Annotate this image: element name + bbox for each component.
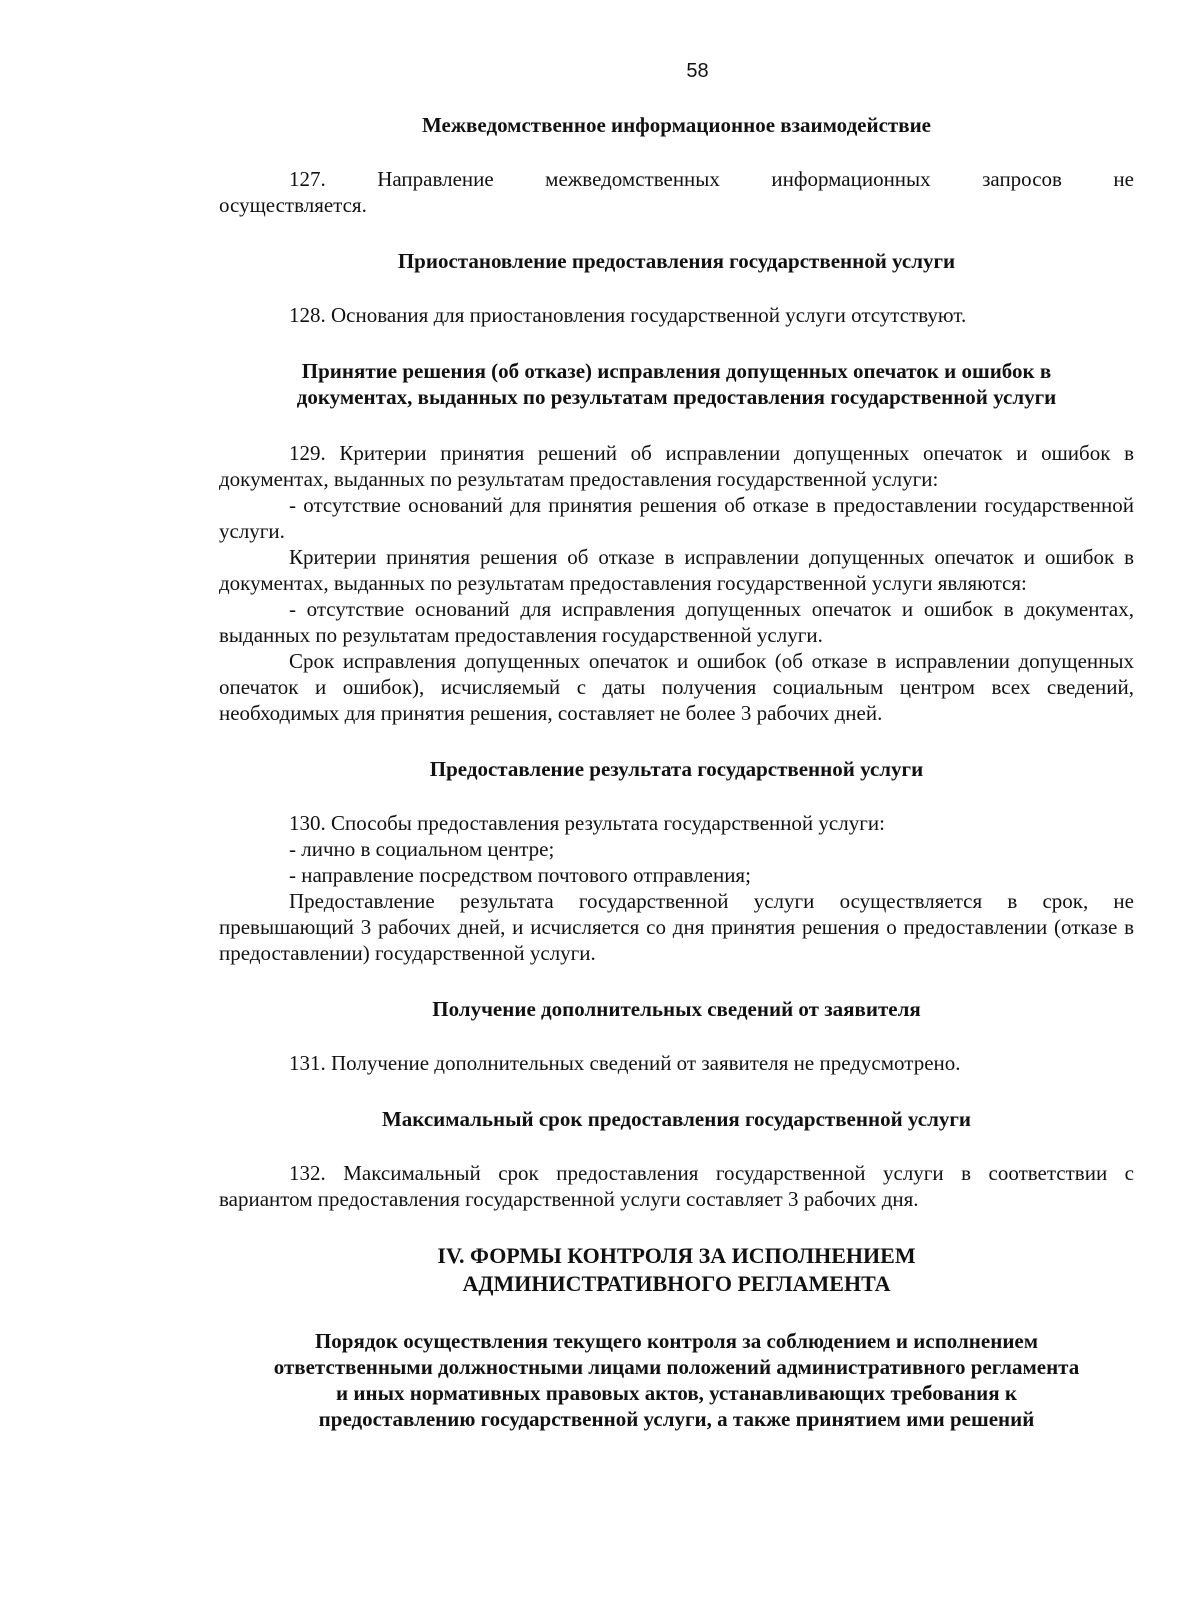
section-iv-title-line1: IV. ФОРМЫ КОНТРОЛЯ ЗА ИСПОЛНЕНИЕМ [437,1243,916,1268]
p127-word: 127. [289,167,326,191]
heading-corrections-line1: Принятие решения (об отказе) исправления допущенных опечаток и ошибок в [301,359,1052,383]
paragraph-129-item1: - отсутствие оснований для принятия решения об отказе в предоставлении государственной услуги. [219,493,1134,543]
p127-word: не [1113,167,1134,191]
paragraph-128: 128. Основания для приостановления государственной услуги отсутствуют. [289,303,967,327]
heading-control-line2: ответственными должностными лицами положений административного регламента [273,1355,1080,1379]
heading-result: Предоставление результата государственной услуги [429,757,924,781]
heading-control-line3: и иных нормативных правовых актов, устанавливающих требования к [336,1381,1017,1405]
section-iv-title-line2: АДМИНИСТРАТИВНОГО РЕГЛАМЕНТА [462,1271,891,1296]
paragraph-130-item1: - лично в социальном центре; [289,837,555,861]
paragraph-129: 129. Критерии принятия решений об исправлении допущенных опечаток и ошибок в документах, выданных по результатам предоставления государственной услуги: [219,441,1134,491]
heading-additional-info: Получение дополнительных сведений от заявителя [432,997,921,1021]
paragraph-132: 132. Максимальный срок предоставления государственной услуги в соответствии с вариантом предоставления государственной услуги составляет 3 рабочих дня. [219,1161,1134,1211]
p127-word: информационных [771,167,931,191]
p127-word: Направление [377,167,494,191]
heading-corrections-line2: документах, выданных по результатам предоставления государственной услуги [296,385,1057,409]
paragraph-130-item2: - направление посредством почтового отправления; [289,863,751,887]
paragraph-127-line1 [219,166,1134,192]
paragraph-131: 131. Получение дополнительных сведений от заявителя не предусмотрено. [289,1051,961,1075]
paragraph-130-term: Предоставление результата государственной услуги осуществляется в срок, не превышающий 3 рабочих дней, и исчисляется со дня принятия решения о предоставлении (отказе в предоставлении) государственной услуги. [219,889,1134,965]
paragraph-127-line2: осуществляется. [219,193,367,217]
heading-interagency: Межведомственное информационное взаимодействие [421,113,932,137]
paragraph-129-term: Срок исправления допущенных опечаток и ошибок (об отказе в исправлении допущенных опечаток и ошибок), исчисляемый с даты получения социальным центром всех сведений, необходимых для принятия решения, составляет не более 3 рабочих дней. [219,649,1134,725]
paragraph-129-criteria: Критерии принятия решения об отказе в исправлении допущенных опечаток и ошибок в документах, выданных по результатам предоставления государственной услуги являются: [219,545,1134,595]
document-body [219,112,1134,1432]
paragraph-130: 130. Способы предоставления результата государственной услуги: [289,811,885,835]
heading-control-line1: Порядок осуществления текущего контроля за соблюдением и исполнением [314,1329,1039,1353]
p127-word: межведомственных [545,167,720,191]
heading-max-term: Максимальный срок предоставления государственной услуги [381,1107,972,1131]
paragraph-129-item2: - отсутствие оснований для исправления допущенных опечаток и ошибок в документах, выданных по результатам предоставления государственной услуги. [219,597,1134,647]
page-number: 58 [686,60,709,82]
p127-word: запросов [982,167,1062,191]
heading-suspension: Приостановление предоставления государственной услуги [397,249,956,273]
heading-control-line4: предоставлению государственной услуги, а также принятием ими решений [318,1407,1035,1431]
